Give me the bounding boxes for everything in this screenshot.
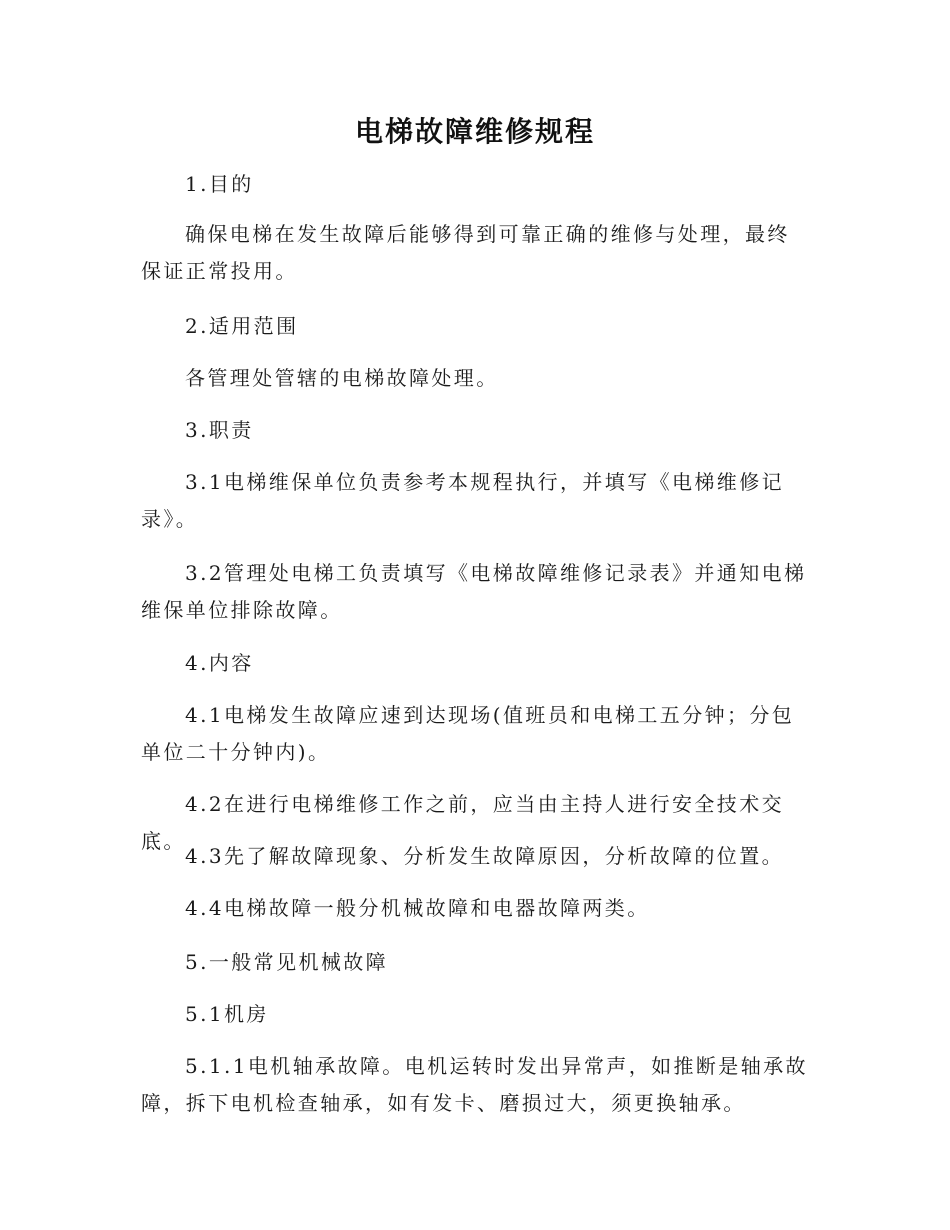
paragraph-content-4-1: 4.1电梯发生故障应速到达现场(值班员和电梯工五分钟；分包单位二十分钟内)。 [141, 703, 795, 764]
document-title: 电梯故障维修规程 [354, 115, 595, 148]
paragraph-content-4-4: 4.4电梯故障一般分机械故障和电器故障两类。 [185, 896, 650, 920]
paragraph-scope: 各管理处管辖的电梯故障处理。 [185, 366, 499, 390]
section-heading-content: 4.内容 [185, 651, 254, 675]
section-heading-mechanical-faults: 5.一般常见机械故障 [185, 950, 389, 974]
paragraph-content-4-3: 4.3先了解故障现象、分析发生故障原因，分析故障的位置。 [185, 844, 785, 868]
paragraph-duty-3-2: 3.2管理处电梯工负责填写《电梯故障维修记录表》并通知电梯维保单位排除故障。 [141, 561, 807, 622]
paragraph-motor-bearing: 5.1.1电机轴承故障。电机运转时发出异常声，如推断是轴承故障，拆下电机检查轴承，如有发卡、磨损过大，须更换轴承。 [141, 1054, 808, 1115]
paragraph-content-4-2: 4.2在进行电梯维修工作之前，应当由主持人进行安全技术交底。 [141, 792, 785, 853]
paragraph-duty-3-1: 3.1电梯维保单位负责参考本规程执行，并填写《电梯维修记录》。 [141, 470, 785, 531]
section-heading-purpose: 1.目的 [185, 172, 254, 196]
section-heading-scope: 2.适用范围 [185, 314, 299, 338]
section-heading-machine-room: 5.1机房 [185, 1002, 269, 1026]
paragraph-purpose: 确保电梯在发生故障后能够得到可靠正确的维修与处理，最终保证正常投用。 [141, 222, 790, 283]
section-heading-duties: 3.职责 [185, 418, 254, 442]
